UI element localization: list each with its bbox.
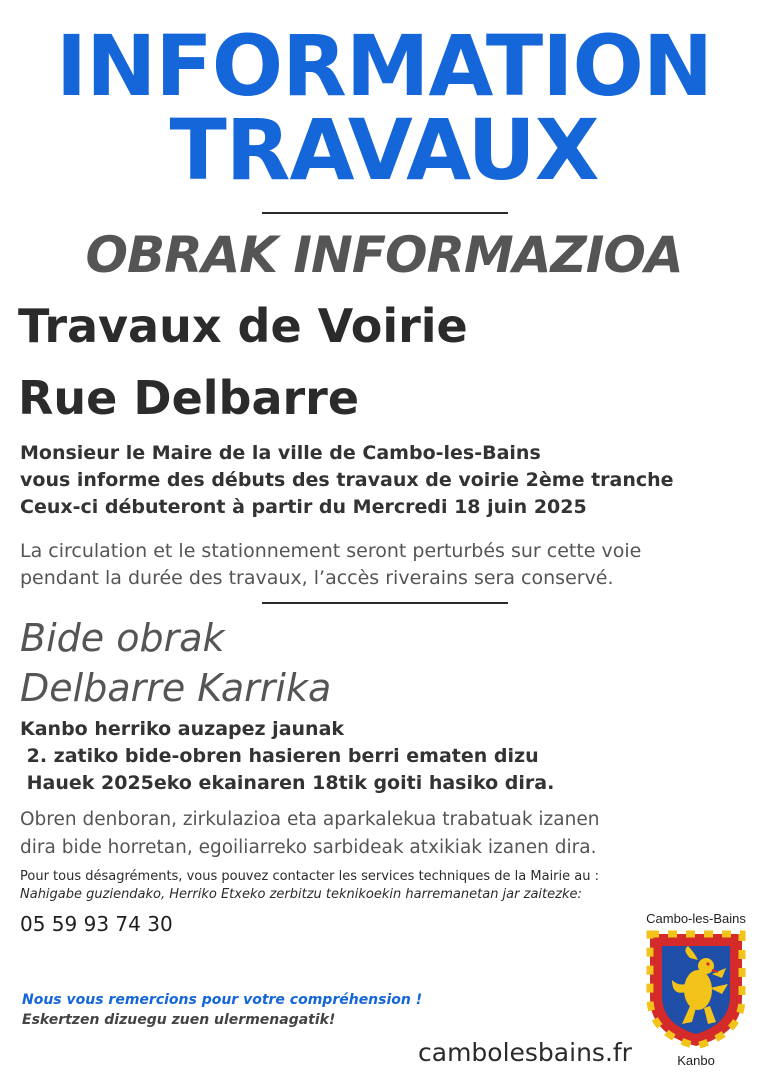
thanks-basque: Eskertzen dizuegu zuen ulermenagatik! — [22, 1012, 336, 1028]
page-title-line-1: INFORMATION — [55, 17, 713, 115]
crest-bottom-label: Kanbo — [677, 1053, 715, 1068]
contact-basque: Nahigabe guziendako, Herriko Etxeko zerbitzu teknikoekin harremanetan jar zaitezke: — [20, 887, 582, 902]
basque-intro-line-3: Hauek 2025eko ekainaren 18tik goiti hasiko dira. — [20, 772, 555, 794]
crest-top-label: Cambo-les-Bains — [646, 911, 746, 926]
basque-intro-line-2: 2. zatiko bide-obren hasieren berri ematen dizu — [20, 745, 539, 767]
french-intro-line-3: Ceux-ci débuteront à partir du Mercredi 18 juin 2025 — [20, 496, 587, 518]
french-heading-line-2: Rue Delbarre — [18, 371, 360, 425]
basque-heading-line-2: Delbarre Karrika — [20, 666, 332, 710]
french-notice-line-1: La circulation et le stationnement seront perturbés sur cette voie — [20, 540, 642, 562]
basque-notice-line-1: Obren denboran, zirkulazioa eta aparkalekua trabatuak izanen — [20, 809, 600, 830]
french-intro-line-2: vous informe des débuts des travaux de voirie 2ème tranche — [20, 469, 674, 491]
french-notice-line-2: pendant la durée des travaux, l’accès riverains sera conservé. — [20, 567, 614, 589]
phone-number[interactable]: 05 59 93 74 30 — [20, 912, 173, 936]
french-heading-line-1: Travaux de Voirie — [18, 299, 468, 353]
basque-intro-line-1: Kanbo herriko auzapez jaunak — [20, 718, 345, 740]
lion-coat-of-arms-icon — [646, 930, 746, 1050]
french-intro-line-1: Monsieur le Maire de la ville de Cambo-les-Bains — [20, 442, 541, 464]
website-link[interactable]: cambolesbains.fr — [418, 1038, 632, 1067]
contact-french: Pour tous désagréments, vous pouvez contacter les services techniques de la Mairie au : — [20, 869, 599, 884]
thanks-french: Nous vous remercions pour votre compréhension ! — [22, 992, 423, 1008]
divider — [262, 212, 508, 214]
basque-notice-line-2: dira bide horretan, egoiliarreko sarbideak atxikiak izanen dira. — [20, 837, 597, 858]
basque-heading-line-1: Bide obrak — [20, 616, 225, 660]
divider — [262, 602, 508, 604]
page-title-line-2: TRAVAUX — [169, 101, 599, 199]
basque-title: OBRAK INFORMAZIOA — [85, 226, 683, 284]
